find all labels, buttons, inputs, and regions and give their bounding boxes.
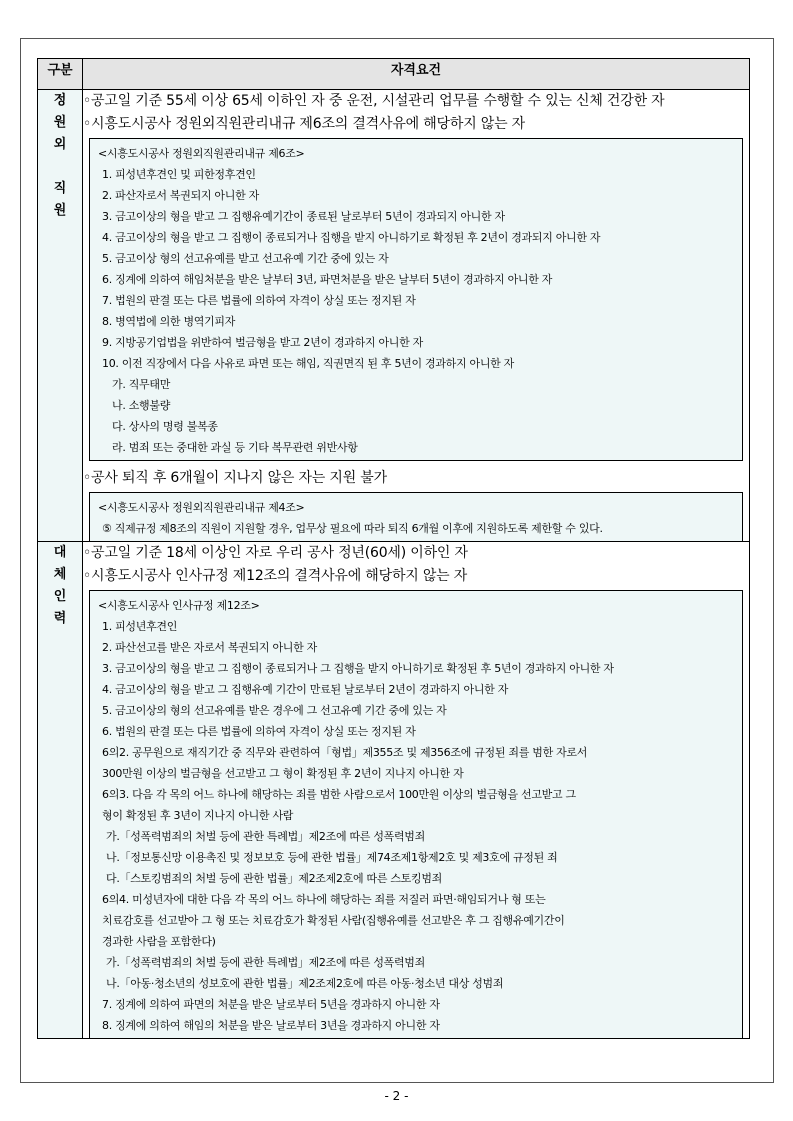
category-char: 대 xyxy=(53,545,67,560)
bullet-item: ◦시흥도시공사 인사규정 제12조의 결격사유에 해당하지 않는 자 xyxy=(83,568,468,584)
bullet-item: ◦공사 퇴직 후 6개월이 지나지 않은 자는 지원 불가 xyxy=(83,470,387,486)
regulation-title: <시흥도시공사 인사규정 제12조> xyxy=(98,599,260,612)
section-substitute-staff xyxy=(38,542,750,1039)
regulation-subline: 가. 직무태만 xyxy=(112,378,171,391)
regulation-line: 8. 징계에 의하여 해임의 처분을 받은 날로부터 3년을 경과하지 아니한 자 xyxy=(102,1019,440,1032)
bullet-item: ◦공고일 기준 55세 이상 65세 이하인 자 중 운전, 시설관리 업무를 수행할 수 있는 신체 건강한 자 xyxy=(83,93,665,109)
regulation-line: 7. 법원의 판결 또는 다른 법률에 의하여 자격이 상실 또는 정지된 자 xyxy=(102,294,416,307)
regulation-line: 7. 징계에 의하여 파면의 처분을 받은 날로부터 5년을 경과하지 아니한 자 xyxy=(102,998,440,1011)
bullet-item: ◦시흥도시공사 정원외직원관리내규 제6조의 결격사유에 해당하지 않는 자 xyxy=(83,116,525,132)
requirements-contract-staff xyxy=(83,90,750,542)
regulation-line: 8. 병역법에 의한 병역기피자 xyxy=(102,315,236,328)
regulation-line: 1. 피성년후견인 및 피한정후견인 xyxy=(102,168,256,181)
regulation-line: 6의3. 다음 각 목의 어느 하나에 해당하는 죄를 범한 사람으로서 100만원 이상의 벌금형을 선고받고 그 xyxy=(102,788,576,801)
category-char: 력 xyxy=(53,611,67,626)
section-contract-staff xyxy=(38,90,750,542)
regulation-subline: 나.「아동·청소년의 성보호에 관한 법률」제2조제2호에 따른 아동·청소년 대상 성범죄 xyxy=(106,977,504,990)
regulation-line: 6. 법원의 판결 또는 다른 법률에 의하여 자격이 상실 또는 정지된 자 xyxy=(102,725,416,738)
regulation-subline: 나. 소행불량 xyxy=(112,399,171,412)
category-char: 원 xyxy=(53,115,67,130)
regulation-line: 경과한 사람을 포함한다) xyxy=(102,935,216,948)
regulation-line: 2. 파산자로서 복권되지 아니한 자 xyxy=(102,189,259,202)
regulation-line: 5. 금고이상 형의 선고유예를 받고 선고유예 기간 중에 있는 자 xyxy=(102,252,389,265)
regulation-subline: 다. 상사의 명령 불복종 xyxy=(112,420,218,433)
category-char: 체 xyxy=(53,567,67,582)
regulation-line: 6. 징계에 의하여 해임처분을 받은 날부터 3년, 파면처분을 받은 날부터 5년이 경과하지 아니한 자 xyxy=(102,273,553,286)
regulation-line: 4. 금고이상의 형을 받고 그 집행유예 기간이 만료된 날로부터 2년이 경과하지 아니한 자 xyxy=(102,683,509,696)
header-category: 구분 xyxy=(38,59,83,90)
regulation-line: 300만원 이상의 벌금형을 선고받고 그 형이 확정된 후 2년이 지나지 아니한 자 xyxy=(102,767,464,780)
regulation-subline: 라. 범죄 또는 중대한 과실 등 기타 복무관련 위반사항 xyxy=(112,441,358,454)
regulation-subline: 다.「스토킹범죄의 처벌 등에 관한 법률」제2조제2호에 따른 스토킹범죄 xyxy=(106,872,442,885)
regulation-subline: 나.「정보통신망 이용촉진 및 정보보호 등에 관한 법률」제74조제1항제2호 및 제3호에 규정된 죄 xyxy=(106,851,558,864)
qualification-table xyxy=(37,58,750,1039)
regulation-subline: 가.「성폭력범죄의 처벌 등에 관한 특례법」제2조에 따른 성폭력범죄 xyxy=(106,956,425,969)
regulation-line: 3. 금고이상의 형을 받고 그 집행유예기간이 종료된 날로부터 5년이 경과되지 아니한 자 xyxy=(102,210,505,223)
regulation-box xyxy=(89,138,743,461)
regulation-subline: 가.「성폭력범죄의 처벌 등에 관한 특례법」제2조에 따른 성폭력범죄 xyxy=(106,830,425,843)
regulation-line: 3. 금고이상의 형을 받고 그 집행이 종료되거나 그 집행을 받지 아니하기로 확정된 후 5년이 경과하지 아니한 자 xyxy=(102,662,614,675)
regulation-title: <시흥도시공사 정원외직원관리내규 제6조> xyxy=(98,147,305,160)
regulation-line: 9. 지방공기업법을 위반하여 벌금형을 받고 2년이 경과하지 아니한 자 xyxy=(102,336,423,349)
category-char: 원 xyxy=(53,203,67,218)
regulation-line: 2. 파산선고를 받은 자로서 복권되지 아니한 자 xyxy=(102,641,317,654)
regulation-line: ⑤ 직제규정 제8조의 직원이 지원할 경우, 업무상 필요에 따라 퇴직 6개월 이후에 지원하도록 제한할 수 있다. xyxy=(102,522,603,535)
regulation-line: 치료감호를 선고받아 그 형 또는 치료감호가 확정된 사람(집행유예를 선고받은 후 그 집행유예기간이 xyxy=(102,914,565,927)
regulation-box xyxy=(89,590,743,1038)
header-requirements: 자격요건 xyxy=(83,59,750,90)
regulation-title: <시흥도시공사 정원외직원관리내규 제4조> xyxy=(98,501,305,514)
table-header-row xyxy=(38,59,750,90)
category-char: 직 xyxy=(53,181,67,196)
bullet-item: ◦공고일 기준 18세 이상인 자로 우리 공사 정년(60세) 이하인 자 xyxy=(83,545,468,561)
category-char: 인 xyxy=(53,589,67,604)
regulation-line: 4. 금고이상의 형을 받고 그 집행이 종료되거나 집행을 받지 아니하기로 확정된 후 2년이 경과되지 아니한 자 xyxy=(102,231,601,244)
regulation-line: 5. 금고이상의 형의 선고유예를 받은 경우에 그 선고유예 기간 중에 있는 자 xyxy=(102,704,447,717)
regulation-line: 형이 확정된 후 3년이 지나지 아니한 사람 xyxy=(102,809,294,822)
regulation-line: 6의4. 미성년자에 대한 다음 각 목의 어느 하나에 해당하는 죄를 저질러 파면·해임되거나 형 또는 xyxy=(102,893,546,906)
requirements-substitute-staff xyxy=(83,542,750,1039)
page-number: - 2 - xyxy=(384,1089,409,1103)
category-char xyxy=(38,156,82,178)
category-substitute-staff xyxy=(38,542,83,1039)
regulation-line: 1. 피성년후견인 xyxy=(102,620,178,633)
regulation-box xyxy=(89,492,743,541)
regulation-line: 10. 이전 직장에서 다음 사유로 파면 또는 해임, 직권면직 된 후 5년이 경과하지 아니한 자 xyxy=(102,357,514,370)
regulation-line: 6의2. 공무원으로 재직기간 중 직무와 관련하여「형법」제355조 및 제356조에 규정된 죄를 범한 자로서 xyxy=(102,746,588,759)
category-contract-staff xyxy=(38,90,83,542)
category-char: 외 xyxy=(53,137,67,152)
category-char: 정 xyxy=(53,93,67,108)
